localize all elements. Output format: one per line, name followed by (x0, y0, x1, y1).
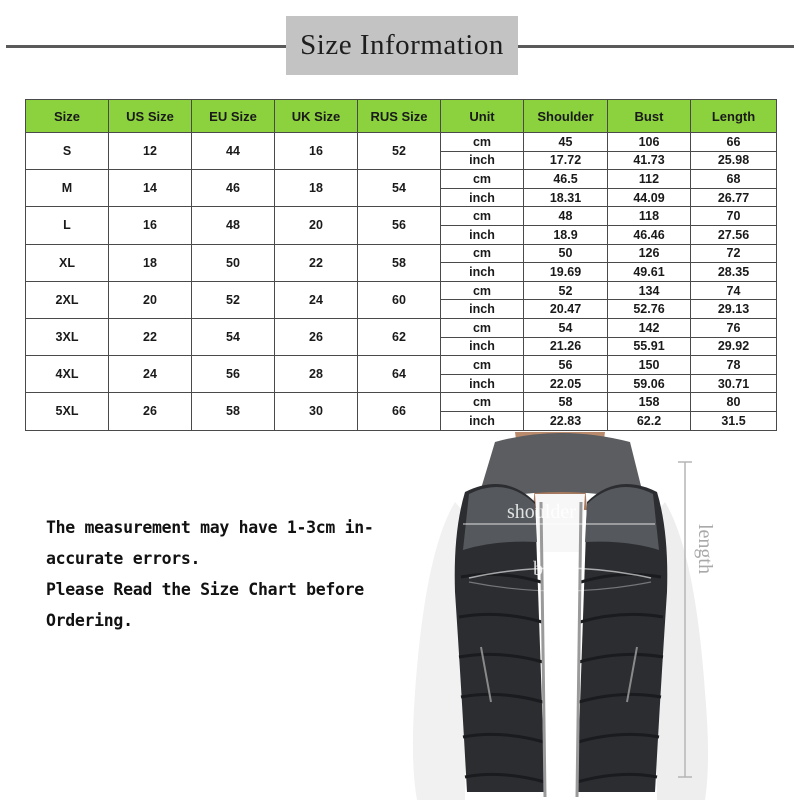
shoulder-cell: 22.83 (524, 411, 608, 430)
eu-size-cell: 54 (192, 318, 275, 355)
bust-cell: 46.46 (608, 225, 691, 244)
bust-cell: 62.2 (608, 411, 691, 430)
length-cell: 76 (691, 318, 777, 337)
table-row (26, 244, 777, 263)
eu-size-cell: 50 (192, 244, 275, 281)
shoulder-cell: 45 (524, 133, 608, 152)
table-row (26, 281, 777, 300)
us-size-cell: 14 (109, 170, 192, 207)
rus-size-cell: 52 (358, 133, 441, 170)
column-header: Bust (608, 100, 691, 133)
rus-size-cell: 62 (358, 318, 441, 355)
unit-cell: cm (441, 207, 524, 226)
length-cell: 28.35 (691, 263, 777, 282)
unit-cell: cm (441, 281, 524, 300)
note-line: The measurement may have 1-3cm in- (46, 518, 374, 537)
us-size-cell: 12 (109, 133, 192, 170)
unit-cell: cm (441, 318, 524, 337)
eu-size-cell: 48 (192, 207, 275, 244)
table-row (26, 133, 777, 152)
length-cell: 31.5 (691, 411, 777, 430)
shoulder-cell: 20.47 (524, 300, 608, 319)
size-cell: 4XL (26, 356, 109, 393)
bust-cell: 49.61 (608, 263, 691, 282)
bust-cell: 44.09 (608, 188, 691, 207)
bust-label: bust (533, 558, 567, 580)
size-chart-table (25, 99, 777, 431)
rus-size-cell: 58 (358, 244, 441, 281)
shoulder-cell: 52 (524, 281, 608, 300)
bust-cell: 118 (608, 207, 691, 226)
length-cell: 70 (691, 207, 777, 226)
note-line: accurate errors. (46, 549, 201, 568)
length-cell: 26.77 (691, 188, 777, 207)
us-size-cell: 22 (109, 318, 192, 355)
unit-cell: inch (441, 374, 524, 393)
table-row (26, 393, 777, 412)
shoulder-cell: 48 (524, 207, 608, 226)
table-row (26, 170, 777, 189)
title-banner (286, 16, 518, 75)
bust-cell: 112 (608, 170, 691, 189)
size-cell: S (26, 133, 109, 170)
unit-cell: cm (441, 356, 524, 375)
page-title: Size Information (300, 29, 504, 61)
size-cell: XL (26, 244, 109, 281)
unit-cell: inch (441, 151, 524, 170)
measurement-note (46, 512, 386, 636)
bust-cell: 126 (608, 244, 691, 263)
uk-size-cell: 18 (275, 170, 358, 207)
size-cell: 5XL (26, 393, 109, 430)
rus-size-cell: 56 (358, 207, 441, 244)
shoulder-cell: 46.5 (524, 170, 608, 189)
bust-cell: 150 (608, 356, 691, 375)
shoulder-cell: 50 (524, 244, 608, 263)
uk-size-cell: 20 (275, 207, 358, 244)
us-size-cell: 18 (109, 244, 192, 281)
bust-cell: 106 (608, 133, 691, 152)
shoulder-cell: 58 (524, 393, 608, 412)
column-header: US Size (109, 100, 192, 133)
unit-cell: inch (441, 337, 524, 356)
shoulder-cell: 56 (524, 356, 608, 375)
length-cell: 78 (691, 356, 777, 375)
eu-size-cell: 44 (192, 133, 275, 170)
shoulder-cell: 17.72 (524, 151, 608, 170)
shoulder-cell: 18.9 (524, 225, 608, 244)
length-cell: 80 (691, 393, 777, 412)
uk-size-cell: 22 (275, 244, 358, 281)
table-row (26, 207, 777, 226)
bust-cell: 59.06 (608, 374, 691, 393)
size-cell: L (26, 207, 109, 244)
header-rule-right (518, 45, 794, 48)
uk-size-cell: 28 (275, 356, 358, 393)
length-cell: 66 (691, 133, 777, 152)
length-cell: 29.13 (691, 300, 777, 319)
rus-size-cell: 60 (358, 281, 441, 318)
length-cell: 30.71 (691, 374, 777, 393)
size-cell: 3XL (26, 318, 109, 355)
header-rule-left (6, 45, 286, 48)
column-header: Shoulder (524, 100, 608, 133)
us-size-cell: 24 (109, 356, 192, 393)
us-size-cell: 16 (109, 207, 192, 244)
length-cell: 29.92 (691, 337, 777, 356)
uk-size-cell: 26 (275, 318, 358, 355)
column-header: UK Size (275, 100, 358, 133)
shoulder-cell: 22.05 (524, 374, 608, 393)
bust-cell: 158 (608, 393, 691, 412)
vest-illustration (395, 432, 735, 800)
uk-size-cell: 24 (275, 281, 358, 318)
column-header: Unit (441, 100, 524, 133)
eu-size-cell: 58 (192, 393, 275, 430)
length-cell: 25.98 (691, 151, 777, 170)
unit-cell: cm (441, 133, 524, 152)
column-header: RUS Size (358, 100, 441, 133)
bust-cell: 52.76 (608, 300, 691, 319)
us-size-cell: 26 (109, 393, 192, 430)
table-row (26, 318, 777, 337)
unit-cell: inch (441, 188, 524, 207)
rus-size-cell: 66 (358, 393, 441, 430)
length-cell: 72 (691, 244, 777, 263)
unit-cell: inch (441, 411, 524, 430)
eu-size-cell: 46 (192, 170, 275, 207)
bust-cell: 55.91 (608, 337, 691, 356)
eu-size-cell: 56 (192, 356, 275, 393)
table-header-row (26, 100, 777, 133)
shoulder-cell: 21.26 (524, 337, 608, 356)
rus-size-cell: 54 (358, 170, 441, 207)
rus-size-cell: 64 (358, 356, 441, 393)
unit-cell: cm (441, 393, 524, 412)
uk-size-cell: 16 (275, 133, 358, 170)
unit-cell: cm (441, 170, 524, 189)
unit-cell: cm (441, 244, 524, 263)
uk-size-cell: 30 (275, 393, 358, 430)
length-cell: 68 (691, 170, 777, 189)
size-cell: 2XL (26, 281, 109, 318)
product-photo (395, 432, 735, 800)
bust-cell: 41.73 (608, 151, 691, 170)
length-cell: 74 (691, 281, 777, 300)
unit-cell: inch (441, 300, 524, 319)
note-line: Please Read the Size Chart before (46, 580, 364, 599)
unit-cell: inch (441, 225, 524, 244)
column-header: Length (691, 100, 777, 133)
bust-cell: 134 (608, 281, 691, 300)
eu-size-cell: 52 (192, 281, 275, 318)
bust-cell: 142 (608, 318, 691, 337)
length-label: length (694, 524, 716, 574)
size-cell: M (26, 170, 109, 207)
shoulder-cell: 19.69 (524, 263, 608, 282)
length-cell: 27.56 (691, 225, 777, 244)
us-size-cell: 20 (109, 281, 192, 318)
table-row (26, 356, 777, 375)
shoulder-cell: 18.31 (524, 188, 608, 207)
shoulder-label: shoulder (507, 501, 576, 523)
column-header: Size (26, 100, 109, 133)
column-header: EU Size (192, 100, 275, 133)
unit-cell: inch (441, 263, 524, 282)
shoulder-cell: 54 (524, 318, 608, 337)
note-line: Ordering. (46, 611, 133, 630)
